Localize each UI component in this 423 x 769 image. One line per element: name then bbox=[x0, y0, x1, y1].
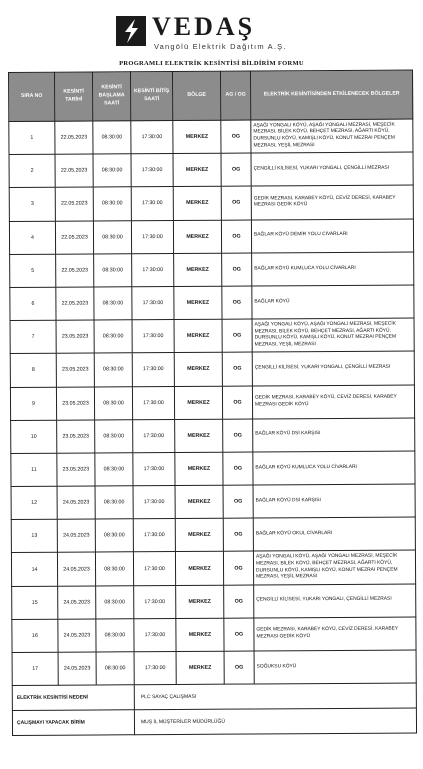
end-time: 17:30:00 bbox=[132, 286, 174, 319]
table-row bbox=[10, 351, 414, 387]
row-number: 7 bbox=[10, 320, 56, 353]
start-time: 08:30:00 bbox=[95, 486, 133, 519]
lightning-bolt-icon bbox=[116, 16, 146, 46]
voltage-level: OG bbox=[221, 120, 251, 153]
voltage-level: OG bbox=[223, 485, 253, 518]
outage-date: 24.05.2023 bbox=[58, 652, 96, 685]
row-number: 5 bbox=[10, 254, 56, 287]
row-number: 2 bbox=[9, 154, 55, 187]
row-number: 8 bbox=[10, 354, 56, 387]
end-time: 17:30:00 bbox=[133, 486, 175, 519]
column-header: KESİNTİ TARİHİ bbox=[55, 72, 93, 121]
region: MERKEZ bbox=[175, 452, 223, 485]
unit-row bbox=[12, 708, 416, 735]
start-time: 08:30:00 bbox=[95, 453, 133, 486]
reason-value: PLC SAYAÇ ÇALIŞMASI bbox=[134, 683, 416, 710]
region: MERKEZ bbox=[175, 485, 223, 518]
voltage-level: OG bbox=[222, 352, 252, 385]
region: MERKEZ bbox=[173, 153, 221, 186]
voltage-level: OG bbox=[222, 319, 252, 352]
row-number: 3 bbox=[9, 188, 55, 221]
end-time: 17:30:00 bbox=[131, 220, 173, 253]
start-time: 08:30:00 bbox=[94, 386, 132, 419]
row-number: 9 bbox=[10, 387, 56, 420]
end-time: 17:30:00 bbox=[132, 320, 174, 353]
end-time: 17:30:00 bbox=[133, 419, 175, 452]
column-header: ELEKTRİK KESİNTİSİNDEN ETKİLENECEK BÖLGELER bbox=[250, 70, 412, 120]
affected-areas: ÇENGİLLİ KİLİSESİ, YUKARI YONGALI, ÇENGİLLİ MEZRASI bbox=[251, 152, 413, 186]
end-time: 17:30:00 bbox=[134, 585, 176, 618]
end-time: 17:30:00 bbox=[132, 353, 174, 386]
affected-areas: BAĞLAR KÖYÜ DSİ KARŞISI bbox=[253, 418, 415, 452]
table-row bbox=[10, 285, 414, 321]
reason-label: ELEKTRİK KESİNTİSİ NEDENİ bbox=[12, 685, 134, 711]
table-row bbox=[12, 584, 416, 620]
table-row bbox=[11, 418, 415, 454]
affected-areas: BAĞLAR KÖYÜ DEMİR YOLU CİVARLARI bbox=[251, 219, 413, 253]
outage-date: 23.05.2023 bbox=[56, 386, 94, 419]
column-header: SIRA NO bbox=[9, 72, 55, 121]
region: MERKEZ bbox=[174, 253, 222, 286]
start-time: 08:30:00 bbox=[95, 419, 133, 452]
outage-date: 22.05.2023 bbox=[55, 221, 93, 254]
row-number: 14 bbox=[11, 553, 57, 586]
end-time: 17:30:00 bbox=[131, 154, 173, 187]
region: MERKEZ bbox=[174, 353, 222, 386]
affected-areas: ÇENGİLLİ KİLİSESİ, YUKARI YONGALI, ÇENGİLLİ MEZRASI bbox=[254, 584, 416, 618]
start-time: 08:30:00 bbox=[96, 585, 134, 618]
outage-date: 24.05.2023 bbox=[58, 586, 96, 619]
start-time: 08:30:00 bbox=[94, 287, 132, 320]
end-time: 17:30:00 bbox=[132, 253, 174, 286]
outage-date: 22.05.2023 bbox=[56, 254, 94, 287]
table-header-row bbox=[9, 70, 413, 121]
table-row bbox=[12, 650, 416, 686]
region: MERKEZ bbox=[175, 419, 223, 452]
column-header: KESİNTİ BAŞLAMA SAATİ bbox=[93, 72, 131, 121]
row-number: 1 bbox=[9, 121, 55, 154]
region: MERKEZ bbox=[173, 120, 221, 153]
row-number: 11 bbox=[11, 453, 57, 486]
start-time: 08:30:00 bbox=[94, 253, 132, 286]
table-row bbox=[10, 385, 414, 421]
region: MERKEZ bbox=[176, 618, 224, 651]
row-number: 6 bbox=[10, 287, 56, 320]
brand-name: VEDAŞ bbox=[152, 12, 256, 41]
outage-date: 24.05.2023 bbox=[57, 552, 95, 585]
vedas-logo bbox=[116, 14, 346, 56]
start-time: 08:30:00 bbox=[96, 619, 134, 652]
end-time: 17:30:00 bbox=[132, 386, 174, 419]
row-number: 12 bbox=[11, 486, 57, 519]
region: MERKEZ bbox=[173, 220, 221, 253]
table-row bbox=[9, 119, 413, 155]
outage-date: 22.05.2023 bbox=[55, 121, 93, 154]
form-title: PROGRAMLI ELEKTRİK KESİNTİSİ BİLDİRİM FORMU bbox=[119, 60, 304, 67]
affected-areas: BAĞLAR KÖYÜ KUMLUCA YOLU CİVARLARI bbox=[253, 451, 415, 485]
outage-date: 23.05.2023 bbox=[56, 353, 94, 386]
column-header: KESİNTİ BİTİŞ SAATİ bbox=[131, 71, 173, 120]
row-number: 13 bbox=[11, 519, 57, 552]
end-time: 17:30:00 bbox=[134, 618, 176, 651]
end-time: 17:30:00 bbox=[133, 452, 175, 485]
start-time: 08:30:00 bbox=[95, 519, 133, 552]
affected-areas: BAĞLAR KÖYÜ DSİ KARŞISI bbox=[253, 484, 415, 518]
voltage-level: OG bbox=[223, 551, 253, 584]
table-row bbox=[9, 185, 413, 221]
row-number: 17 bbox=[12, 652, 58, 685]
end-time: 17:30:00 bbox=[133, 552, 175, 585]
column-header: AG / OG bbox=[220, 71, 250, 120]
outage-date: 22.05.2023 bbox=[55, 187, 93, 220]
region: MERKEZ bbox=[173, 187, 221, 220]
brand-subtitle: Vangölü Elektrik Dağıtım A.Ş. bbox=[154, 42, 287, 51]
reason-row bbox=[12, 683, 416, 710]
affected-areas: SOĞUKSU KÖYÜ bbox=[254, 650, 416, 684]
affected-areas: GEDİK MEZRASI, KARABEY KÖYÜ, CEVİZ DERESİ, KARABEY MEZRASI GEDİK KÖYÜ bbox=[252, 385, 414, 419]
table-row bbox=[12, 617, 416, 653]
outage-date: 23.05.2023 bbox=[57, 420, 95, 453]
voltage-level: OG bbox=[221, 186, 251, 219]
region: MERKEZ bbox=[174, 319, 222, 352]
region: MERKEZ bbox=[176, 651, 224, 684]
outage-date: 23.05.2023 bbox=[57, 453, 95, 486]
voltage-level: OG bbox=[223, 452, 253, 485]
outage-date: 22.05.2023 bbox=[56, 287, 94, 320]
start-time: 08:30:00 bbox=[93, 187, 131, 220]
row-number: 15 bbox=[12, 586, 58, 619]
outage-date: 24.05.2023 bbox=[58, 619, 96, 652]
table-row bbox=[11, 517, 415, 553]
table-row bbox=[9, 152, 413, 188]
region: MERKEZ bbox=[174, 286, 222, 319]
affected-areas: AŞAĞI YONGALI KÖYÜ, AŞAĞI YONGALI MEZRASI, MEŞECİK MEZRASI, BİLEK KÖYÜ, BEHÇET MEZRASI, AĞARTI KÖYÜ, DURSUNLU KÖYÜ, KAMIŞLI KÖYÜ, KONUT MEZRAI PENÇEM MEZRASI, YEŞİL MEZRASI bbox=[251, 119, 413, 153]
voltage-level: OG bbox=[224, 651, 254, 684]
outage-date: 24.05.2023 bbox=[57, 519, 95, 552]
voltage-level: OG bbox=[223, 518, 253, 551]
start-time: 08:30:00 bbox=[94, 353, 132, 386]
end-time: 17:30:00 bbox=[131, 120, 173, 153]
column-header: BÖLGE bbox=[172, 71, 220, 120]
start-time: 08:30:00 bbox=[96, 652, 134, 685]
affected-areas: AŞAĞI YONGALI KÖYÜ, AŞAĞI YONGALI MEZRASI, MEŞECİK MEZRASI, BİLEK KÖYÜ, BEHÇET MEZRASI, AĞARTI KÖYÜ, DURSUNLU KÖYÜ, KAMIŞLI KÖYÜ, KONUT MEZRAI PENÇEM MEZRASI, YEŞİL MEZRASI bbox=[253, 550, 415, 584]
start-time: 08:30:00 bbox=[93, 121, 131, 154]
end-time: 17:30:00 bbox=[131, 187, 173, 220]
voltage-level: OG bbox=[224, 585, 254, 618]
voltage-level: OG bbox=[222, 253, 252, 286]
table-row bbox=[11, 484, 415, 520]
end-time: 17:30:00 bbox=[133, 519, 175, 552]
table-row bbox=[11, 550, 415, 586]
outage-date: 24.05.2023 bbox=[57, 486, 95, 519]
start-time: 08:30:00 bbox=[95, 552, 133, 585]
affected-areas: GEDİK MEZRASI, KARABEY KÖYÜ, CEVİZ DERESİ, KARABEY MEZRASI GEDİK KÖYÜ bbox=[254, 617, 416, 651]
outage-date: 23.05.2023 bbox=[56, 320, 94, 353]
affected-areas: BAĞLAR KÖYÜ KUMLUCA YOLU CİVARLARI bbox=[252, 252, 414, 286]
voltage-level: OG bbox=[221, 153, 251, 186]
voltage-level: OG bbox=[224, 618, 254, 651]
unit-label: ÇALIŞMAYI YAPACAK BİRİM bbox=[12, 710, 134, 736]
region: MERKEZ bbox=[174, 386, 222, 419]
affected-areas: GEDİK MEZRASI, KARABEY KÖYÜ, CEVİZ DERESİ, KARABEY MEZRASI GEDİK KÖYÜ bbox=[251, 185, 413, 219]
table-row bbox=[10, 318, 414, 354]
row-number: 4 bbox=[9, 221, 55, 254]
affected-areas: BAĞLAR KÖYÜ bbox=[252, 285, 414, 319]
affected-areas: BAĞLAR KÖYÜ OKUL CİVARLARI bbox=[253, 517, 415, 551]
voltage-level: OG bbox=[223, 419, 253, 452]
affected-areas: ÇENGİLLİ KİLİSESİ, YUKARI YONGALI, ÇENGİLLİ MEZRASI bbox=[252, 351, 414, 385]
start-time: 08:30:00 bbox=[93, 220, 131, 253]
row-number: 16 bbox=[12, 619, 58, 652]
voltage-level: OG bbox=[222, 386, 252, 419]
region: MERKEZ bbox=[176, 585, 224, 618]
voltage-level: OG bbox=[222, 286, 252, 319]
end-time: 17:30:00 bbox=[134, 651, 176, 684]
outage-date: 22.05.2023 bbox=[55, 154, 93, 187]
start-time: 08:30:00 bbox=[93, 154, 131, 187]
row-number: 10 bbox=[11, 420, 57, 453]
table-row bbox=[11, 451, 415, 487]
table-row bbox=[9, 219, 413, 255]
affected-areas: AŞAĞI YONGALI KÖYÜ, AŞAĞI YONGALI MEZRASI, MEŞECİK MEZRASI, BİLEK KÖYÜ, BEHÇET MEZRASI, AĞARTI KÖYÜ, DURSUNLU KÖYÜ, KAMIŞLI KÖYÜ, KONUT MEZRAI PENÇEM MEZRASI, YEŞİL MEZRASI bbox=[252, 318, 414, 352]
region: MERKEZ bbox=[175, 552, 223, 585]
voltage-level: OG bbox=[221, 220, 251, 253]
outage-table bbox=[8, 70, 417, 737]
table-row bbox=[10, 252, 414, 288]
region: MERKEZ bbox=[175, 518, 223, 551]
unit-value: MUŞ İL MÜŞTERİLER MÜDÜRLÜĞÜ bbox=[134, 708, 416, 735]
start-time: 08:30:00 bbox=[94, 320, 132, 353]
